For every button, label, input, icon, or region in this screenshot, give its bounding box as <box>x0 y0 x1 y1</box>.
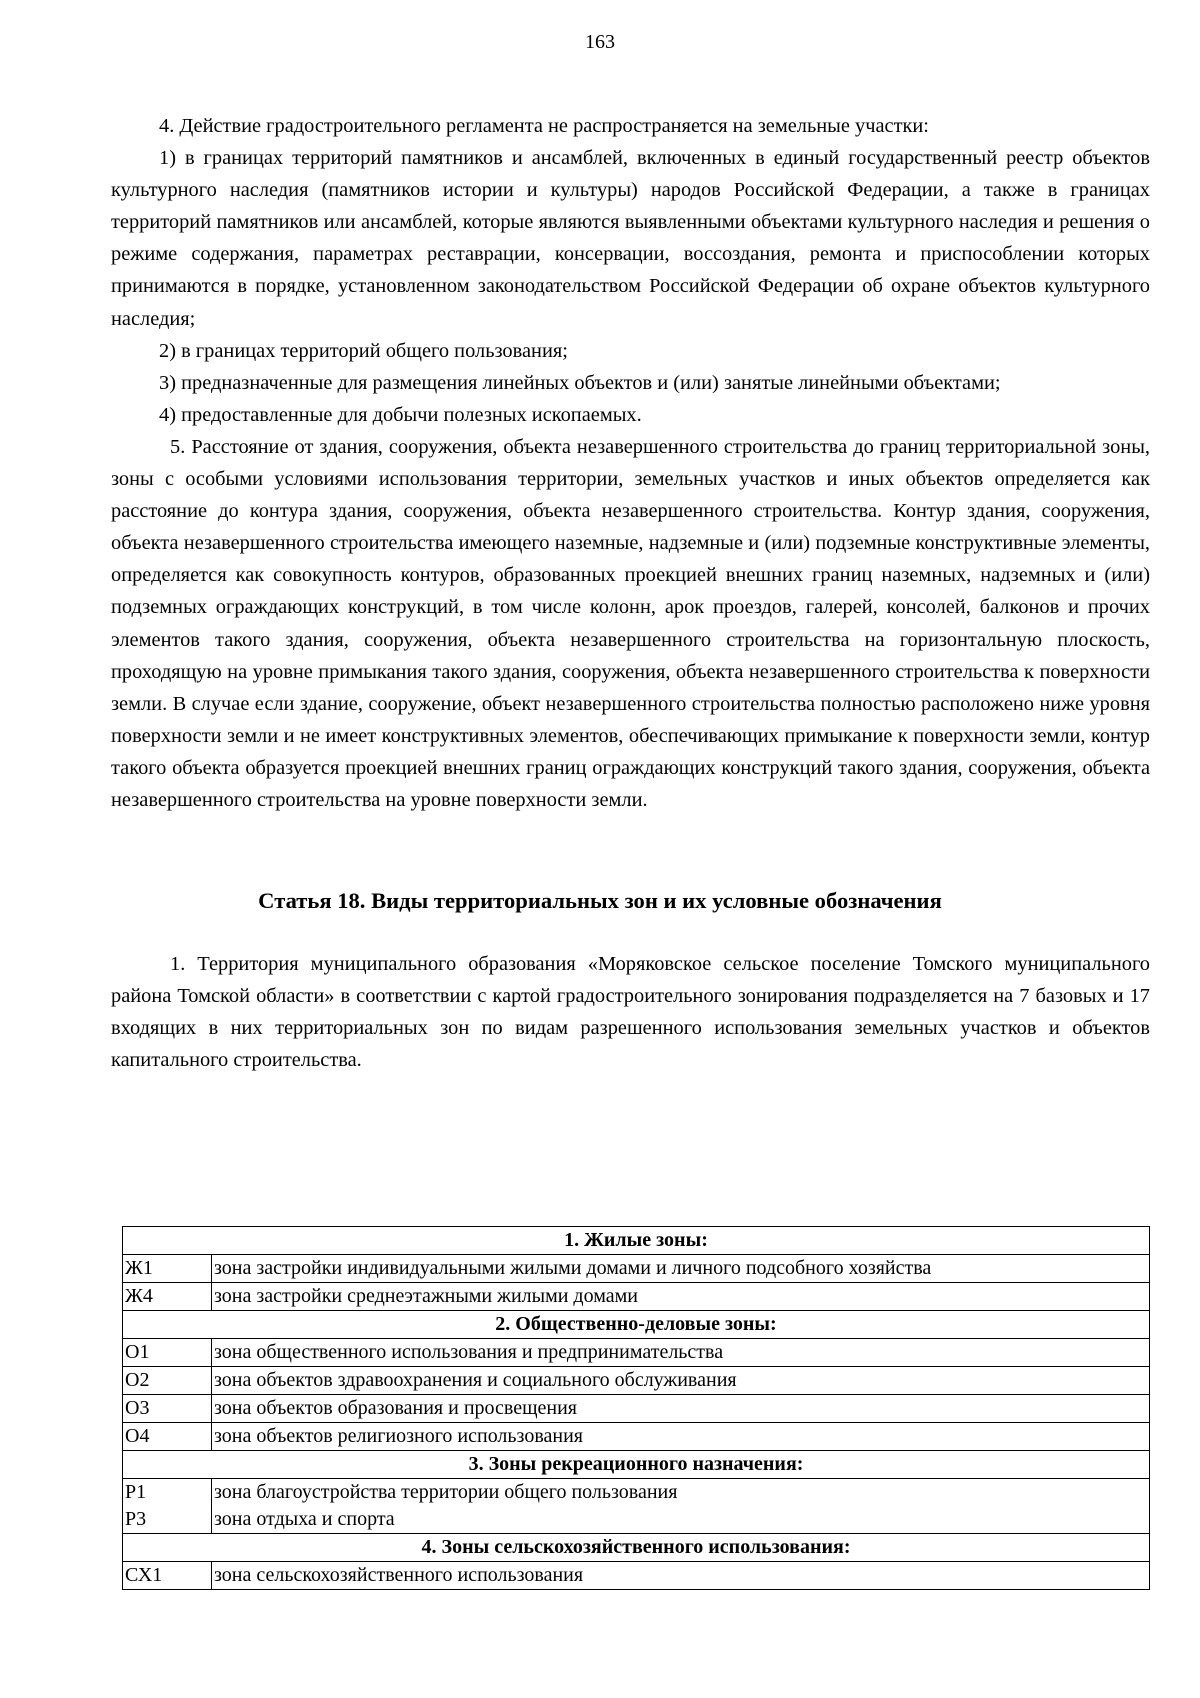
clause-4-intro: 4. Действие градостроительного регламента не распространяется на земельные участки: <box>159 115 929 137</box>
article-para-1: 1. Территория муниципального образования «Моряковское сельское поселение Томского муниципального района Томской области» в соответствии с картой градостроительного зонирования подразделяется на 7 базовых и 17 входящих в них территориальных зон по видам разрешенного использования земельных участков и объектов капитального строительства. <box>111 953 1150 1072</box>
zone-row <box>123 1395 1150 1423</box>
zone-name: зона объектов религиозного использования <box>212 1423 1150 1451</box>
zone-code: Р1 <box>123 1479 212 1507</box>
zone-row <box>123 1339 1150 1367</box>
clause-4-item-4: 4) предоставленные для добычи полезных ископаемых. <box>159 403 642 426</box>
article-body <box>111 948 1150 1076</box>
zone-name: зона отдыха и спорта <box>212 1506 1150 1534</box>
zone-name: зона застройки среднеэтажными жилыми домами <box>212 1283 1150 1311</box>
zone-row <box>123 1255 1150 1283</box>
section-row <box>123 1451 1150 1479</box>
zone-code: О4 <box>123 1423 212 1451</box>
zone-code: О2 <box>123 1367 212 1395</box>
clause-4-item-3: 3) предназначенные для размещения линейных объектов и (или) занятые линейными объектами; <box>159 371 1001 394</box>
page-number: 163 <box>585 31 615 53</box>
zone-code: О1 <box>123 1339 212 1367</box>
zone-row <box>123 1479 1150 1507</box>
zone-code: О3 <box>123 1395 212 1423</box>
zone-code: Ж1 <box>123 1255 212 1283</box>
zones-table <box>122 1226 1150 1590</box>
section-title: 1. Жилые зоны: <box>123 1227 1150 1255</box>
clause-5: 5. Расстояние от здания, сооружения, объекта незавершенного строительства до границ территориальной зоны, зоны с особыми условиями использования территории, земельных участков и иных объектов определяется как расстояние до контура здания, сооружения, объекта незавершенного строительства. Контур здания, сооружения, объекта незавершенного строительства имеющего наземные, надземные и (или) подземные конструктивные элементы, определяется как совокупность контуров, образованных проекцией внешних границ наземных, надземных и (или) подземных ограждающих конструкций, в том числе колонн, арок проездов, галерей, консолей, балконов и прочих элементов такого здания, сооружения, объекта незавершенного строительства на горизонтальную плоскость, проходящую на уровне примыкания такого здания, сооружения, объекта незавершенного строительства к поверхности земли. В случае если здание, сооружение, объект незавершенного строительства полностью расположено ниже уровня поверхности земли и не имеет конструктивных элементов, обеспечивающих примыкание к поверхности земли, контур такого объекта образуется проекцией внешних границ ограждающих конструкций такого здания, сооружения, объекта незавершенного строительства на уровне поверхности земли. <box>111 435 1150 811</box>
section-title: 2. Общественно-деловые зоны: <box>123 1311 1150 1339</box>
zone-code: Ж4 <box>123 1283 212 1311</box>
zone-name: зона объектов образования и просвещения <box>212 1395 1150 1423</box>
section-row <box>123 1534 1150 1562</box>
article-heading: Статья 18. Виды территориальных зон и их условные обозначения <box>258 888 942 913</box>
zone-row <box>123 1423 1150 1451</box>
zone-row <box>123 1283 1150 1311</box>
zone-row <box>123 1367 1150 1395</box>
zone-name: зона объектов здравоохранения и социального обслуживания <box>212 1367 1150 1395</box>
section-row <box>123 1311 1150 1339</box>
section-title: 3. Зоны рекреационного назначения: <box>123 1451 1150 1479</box>
zone-name: зона благоустройства территории общего пользования <box>212 1479 1150 1507</box>
zone-code: СХ1 <box>123 1562 212 1590</box>
clause-4-item-1: 1) в границах территорий памятников и ансамблей, включенных в единый государственный реестр объектов культурного наследия (памятников истории и культуры) народов Российской Федерации, а также в границах территорий памятников или ансамблей, которые являются выявленными объектами культурного наследия и решения о режиме содержания, параметрах реставрации, консервации, воссоздания, ремонта и приспособлении которых принимаются в порядке, установленном законодательством Российской Федерации об охране объектов культурного наследия; <box>111 147 1150 330</box>
zone-name: зона сельскохозяйственного использования <box>212 1562 1150 1590</box>
zone-code: Р3 <box>123 1506 212 1534</box>
zone-name: зона общественного использования и предпринимательства <box>212 1339 1150 1367</box>
zone-row <box>123 1506 1150 1534</box>
section-title: 4. Зоны сельскохозяйственного использования: <box>123 1534 1150 1562</box>
clause-4-and-5 <box>111 110 1150 816</box>
zone-name: зона застройки индивидуальными жилыми домами и личного подсобного хозяйства <box>212 1255 1150 1283</box>
zone-row <box>123 1562 1150 1590</box>
section-row <box>123 1227 1150 1255</box>
clause-4-item-2: 2) в границах территорий общего пользования; <box>159 339 568 362</box>
